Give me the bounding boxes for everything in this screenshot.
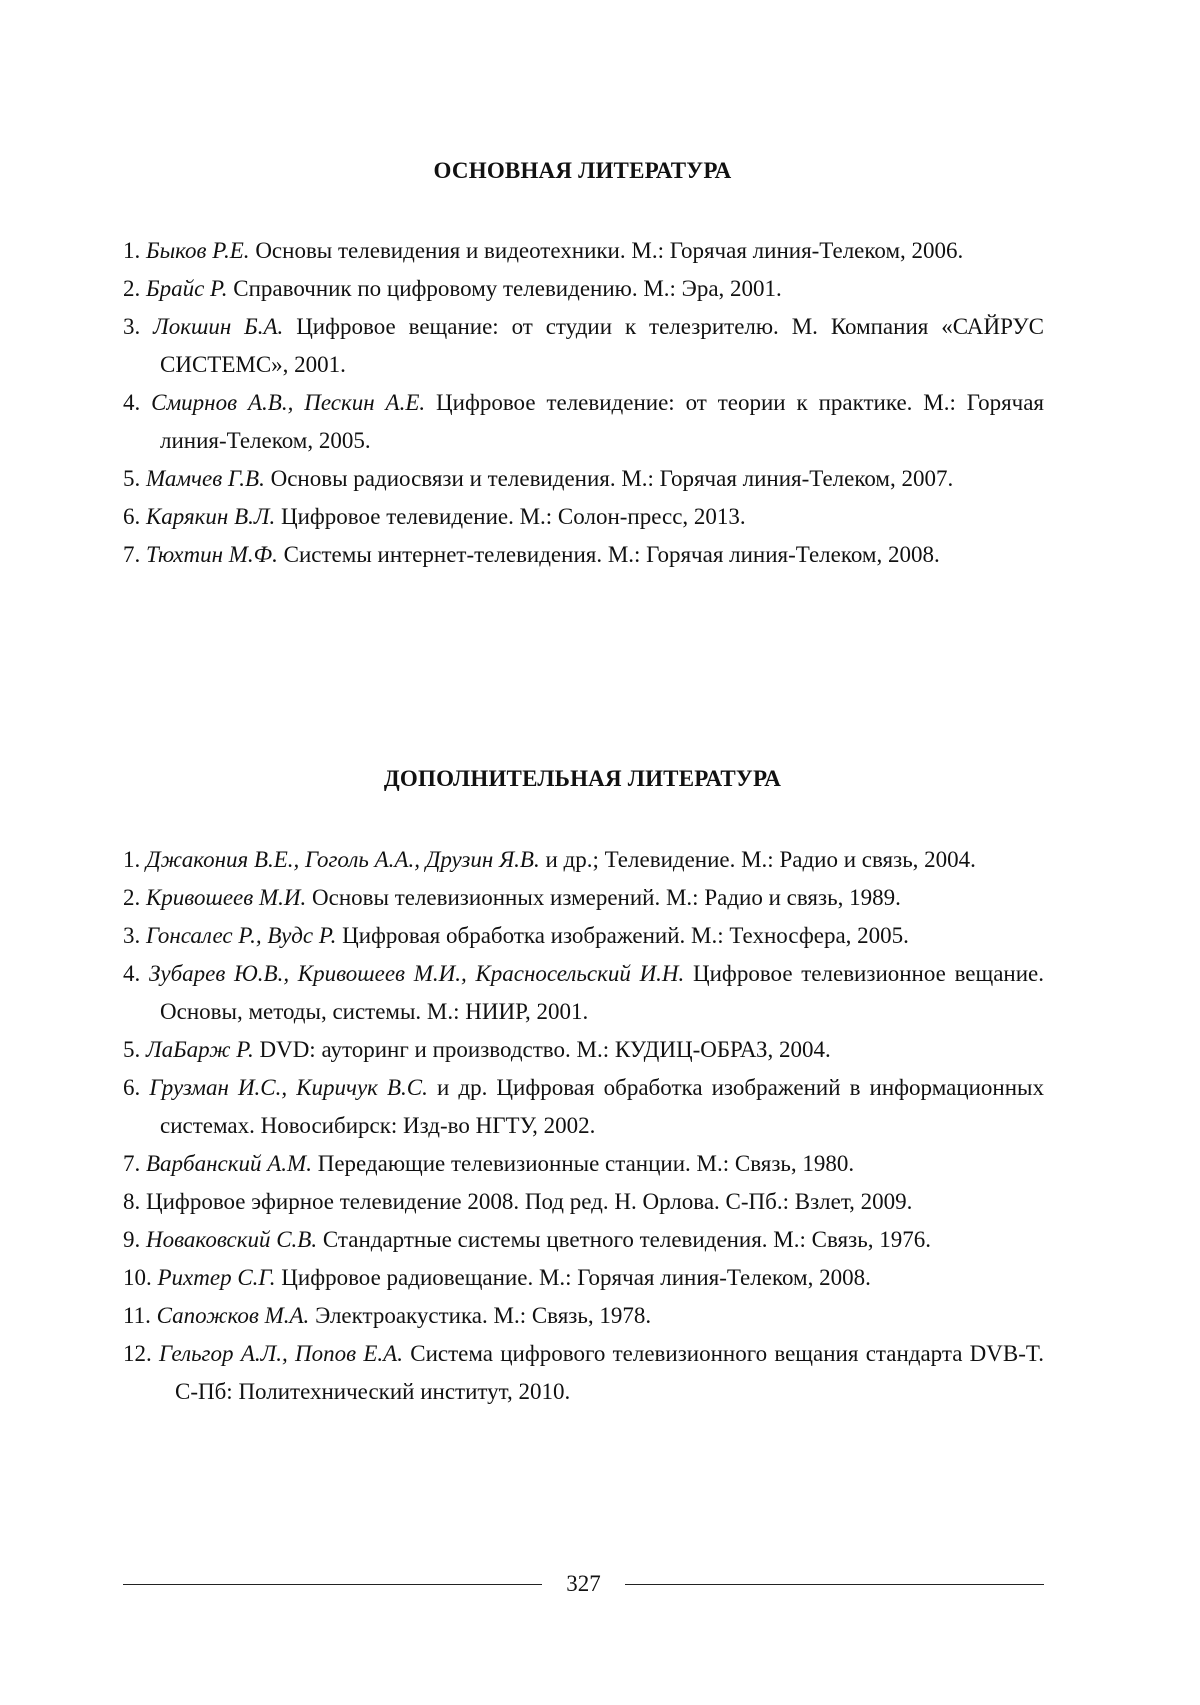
reference-author: Сапожков М.А. xyxy=(157,1303,310,1328)
reference-author: Гельгор А.Л., Попов Е.А. xyxy=(159,1341,403,1366)
main-literature-list xyxy=(123,232,1044,574)
reference-author: Кривошеев М.И. xyxy=(146,885,306,910)
reference-item xyxy=(123,1145,1044,1183)
additional-literature-list xyxy=(123,841,1044,1411)
reference-text: DVD: ауторинг и производство. М.: КУДИЦ-ОБРАЗ, 2004. xyxy=(259,1037,830,1062)
page-number: 327 xyxy=(542,1571,625,1597)
reference-number: 8. xyxy=(123,1189,140,1214)
reference-item xyxy=(123,1259,1044,1297)
reference-text: Цифровое телевидение: от теории к практике. М.: Горячая линия-Телеком, 2005. xyxy=(160,390,1044,453)
reference-item xyxy=(123,1031,1044,1069)
reference-author: Рихтер С.Г. xyxy=(158,1265,276,1290)
reference-number: 4. xyxy=(123,961,140,986)
reference-text: Электроакустика. М.: Связь, 1978. xyxy=(315,1303,651,1328)
reference-item xyxy=(123,955,1044,1031)
reference-number: 3. xyxy=(123,923,140,948)
reference-number: 6. xyxy=(123,504,140,529)
reference-number: 10. xyxy=(123,1265,152,1290)
reference-author: Грузман И.С., Киричук В.С. xyxy=(149,1075,428,1100)
reference-text: Системы интернет-телевидения. М.: Горячая линия-Телеком, 2008. xyxy=(284,542,940,567)
footer-rule-left xyxy=(123,1584,542,1585)
reference-text: Цифровое эфирное телевидение 2008. Под ред. Н. Орлова. С-Пб.: Взлет, 2009. xyxy=(146,1189,912,1214)
reference-number: 5. xyxy=(123,466,140,491)
reference-text: и др. Цифровая обработка изображений в инфор­мационных системах. Новосибирск: Изд-во НГТУ, 2002. xyxy=(160,1075,1044,1138)
reference-number: 6. xyxy=(123,1075,140,1100)
reference-author: Гонсалес Р., Вудс Р. xyxy=(146,923,336,948)
reference-item xyxy=(123,879,1044,917)
reference-number: 2. xyxy=(123,885,140,910)
reference-item xyxy=(123,498,1044,536)
reference-author: Локшин Б.А. xyxy=(153,314,283,339)
reference-text: Основы радиосвязи и телевидения. М.: Горячая линия-Телеком, 2007. xyxy=(271,466,954,491)
reference-number: 3. xyxy=(123,314,140,339)
reference-text: Основы телевидения и видеотехники. М.: Горячая линия-Телеком, 2006. xyxy=(255,238,963,263)
reference-text: Цифровое телевидение. М.: Солон-пресс, 2013. xyxy=(281,504,746,529)
reference-author: Варбанский А.М. xyxy=(146,1151,312,1176)
reference-text: Система цифрового телевизионного вещания стан­дарта DVB-T. С-Пб: Политехнический институт, 2010. xyxy=(175,1341,1044,1404)
reference-item xyxy=(123,270,1044,308)
reference-text: Цифровая обработка изображений. М.: Техносфера, 2005. xyxy=(342,923,909,948)
reference-text: Основы телевизионных измерений. М.: Радио и связь, 1989. xyxy=(312,885,901,910)
reference-item xyxy=(123,384,1044,460)
reference-number: 2. xyxy=(123,276,140,301)
reference-number: 11. xyxy=(123,1303,151,1328)
reference-author: Зубарев Ю.В., Кривошеев М.И., Красносельский И.Н. xyxy=(149,961,684,986)
reference-text: Цифровое вещание: от студии к телезрителю. М. Компания «САЙРУС СИСТЕМС», 2001. xyxy=(160,314,1044,377)
reference-item xyxy=(123,1069,1044,1145)
reference-author: Тюхтин М.Ф. xyxy=(146,542,278,567)
reference-number: 5. xyxy=(123,1037,140,1062)
reference-item xyxy=(123,917,1044,955)
reference-author: Новаковский С.В. xyxy=(146,1227,317,1252)
reference-text: Цифровое радиовещание. М.: Горячая линия-Телеком, 2008. xyxy=(281,1265,871,1290)
page-footer xyxy=(123,1566,1044,1602)
reference-number: 12. xyxy=(123,1341,152,1366)
reference-text: и др.; Телевидение. М.: Радио и связь, 2004. xyxy=(545,847,975,872)
reference-item xyxy=(123,308,1044,384)
reference-number: 7. xyxy=(123,1151,140,1176)
reference-author: Мамчев Г.В. xyxy=(146,466,265,491)
reference-item xyxy=(123,460,1044,498)
reference-item xyxy=(123,1297,1044,1335)
reference-author: Смирнов А.В., Пескин А.Е. xyxy=(151,390,425,415)
reference-text: Передающие телевизионные станции. М.: Связь, 1980. xyxy=(318,1151,854,1176)
reference-text: Цифровое телевизионное вещание. Основы, методы, системы. М.: НИИР, 2001. xyxy=(160,961,1044,1024)
reference-number: 1. xyxy=(123,847,140,872)
reference-item xyxy=(123,1221,1044,1259)
reference-author: Быков Р.Е. xyxy=(146,238,250,263)
document-page xyxy=(0,0,1200,1705)
reference-number: 9. xyxy=(123,1227,140,1252)
reference-author: Карякин В.Л. xyxy=(146,504,275,529)
reference-author: ЛаБарж Р. xyxy=(146,1037,254,1062)
reference-text: Справочник по цифровому телевидению. М.: Эра, 2001. xyxy=(233,276,782,301)
reference-text: Стандартные системы цветного телевидения. М.: Связь, 1976. xyxy=(323,1227,931,1252)
reference-item xyxy=(123,1183,1044,1221)
reference-number: 7. xyxy=(123,542,140,567)
footer-rule-right xyxy=(625,1584,1044,1585)
reference-author: Джакония В.Е., Гоголь А.А., Друзин Я.В. xyxy=(146,847,540,872)
main-literature-heading: ОСНОВНАЯ ЛИТЕРАТУРА xyxy=(0,158,1165,184)
reference-item xyxy=(123,841,1044,879)
reference-item xyxy=(123,232,1044,270)
reference-author: Брайс Р. xyxy=(146,276,228,301)
reference-number: 4. xyxy=(123,390,140,415)
additional-literature-heading: ДОПОЛНИТЕЛЬНАЯ ЛИТЕРАТУРА xyxy=(0,766,1165,792)
reference-item xyxy=(123,1335,1044,1411)
reference-number: 1. xyxy=(123,238,140,263)
reference-item xyxy=(123,536,1044,574)
